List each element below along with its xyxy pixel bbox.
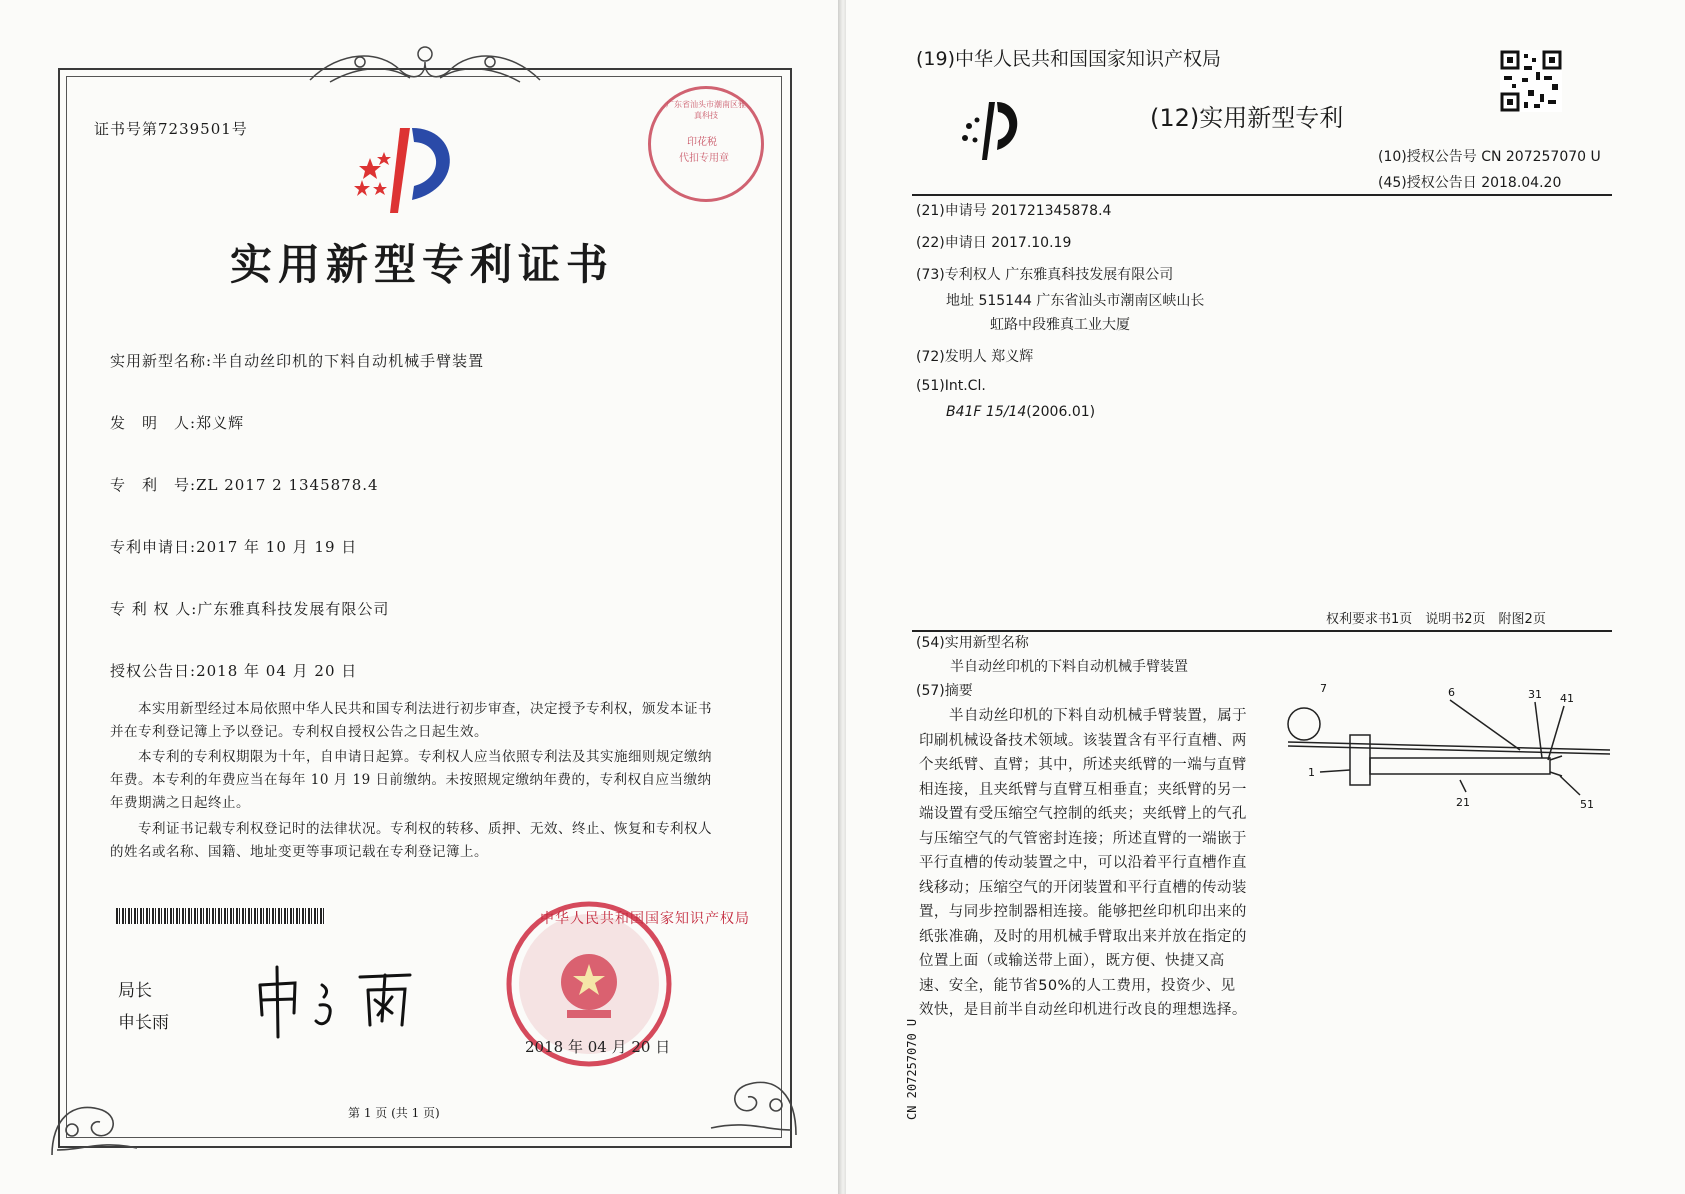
figure-label-1: 1: [1308, 766, 1315, 779]
application-date: (22)申请日 2017.10.19: [916, 235, 1072, 251]
cnipa-logo-icon: [340, 118, 470, 218]
tax-stamp: [648, 86, 764, 202]
certificate-title: 实用新型专利证书: [230, 240, 615, 289]
director-title: 局长: [118, 981, 152, 1001]
tax-stamp-center-text: 印花税: [687, 137, 717, 148]
tax-stamp-sub-text: 代扣专用章: [679, 153, 729, 164]
patent-number-row: 专 利 号:ZL 2017 2 1345878.4: [110, 476, 379, 494]
director-name: 申长雨: [118, 1013, 169, 1033]
certificate-page-footer: 第 1 页 (共 1 页): [348, 1106, 440, 1120]
application-date-value: 2017 年 10 月 19 日: [196, 538, 358, 556]
figure-label-6: 6: [1448, 686, 1455, 699]
publication-date: (45)授权公告日 2018.04.20: [1378, 175, 1562, 191]
certificate-number: 证书号第7239501号: [94, 120, 248, 138]
figure-label-7: 7: [1320, 682, 1327, 695]
patent-type: (12)实用新型专利: [1150, 104, 1344, 132]
bottom-right-ornament: [696, 1040, 806, 1140]
top-ornament: [300, 40, 550, 94]
tax-stamp-ring-text: 广东省汕头市潮南区雅真科技: [666, 100, 746, 120]
pages-info: 权利要求书1页 说明书2页 附图2页: [1326, 612, 1546, 627]
inventor-value: 郑义辉: [196, 414, 245, 432]
abstract-text: 半自动丝印机的下料自动机械手臂装置，属于印刷机械设备技术领域。该装置含有平行直槽、两个夹纸臂、直臂；其中，所述夹纸臂的一端与直臂相连接，且夹纸臂与直臂互相垂直；夹纸臂的另一端设置有受压缩空气控制的纸夹；夹纸臂上的气孔与压缩空气的气管密封连接；所述直臂的一端嵌于平行直槽的传动装置之中，可以沿着平行直槽作直线移动；压缩空气的开闭装置和平行直槽的传动装置，与同步控制器相连接。能够把丝印机印出来的纸张准确，及时的用机械手臂取出来并放在指定的位置上面（或输送带上面），既方便、快捷又高速、安全，能节省50%的人工费用，投资少、见效快，是目前半自动丝印机进行改良的理想选择。: [919, 708, 1247, 1018]
cnipa-logo-mono-icon: [955, 96, 1025, 166]
patentee: (73)专利权人 广东雅真科技发展有限公司: [916, 267, 1174, 283]
abstract-figure: [1280, 680, 1620, 820]
address-line-1: 地址 515144 广东省汕头市潮南区峡山长: [946, 293, 1205, 309]
application-date-row: 专利申请日:2017 年 10 月 19 日: [110, 538, 358, 556]
patentee-row: 专 利 权 人:广东雅真科技发展有限公司: [110, 600, 390, 618]
certificate-paragraph-3: 专利证书记载专利权登记时的法律状况。专利权的转移、质押、无效、终止、恢复和专利权人的姓名或名称、国籍、地址变更等事项记载在专利登记簿上。: [110, 821, 712, 860]
certificate-paragraph-1: 本实用新型经过本局依照中华人民共和国专利法进行初步审查，决定授予专利权，颁发本证书并在专利登记簿上予以登记。专利权自授权公告之日起生效。: [110, 701, 712, 740]
bottom-left-ornament: [42, 1070, 152, 1160]
certificate-paragraph-2: 本专利的专利权期限为十年，自申请日起算。专利权人应当依照专利法及其实施细则规定缴纳年费。本专利的年费应当在每年 10 月 19 日前缴纳。未按照规定缴纳年费的，专利权自应当缴纳年费期满之日起终止。: [110, 749, 712, 811]
utility-model-name-value: 半自动丝印机的下料自动机械手臂装置: [212, 352, 485, 370]
publication-number: (10)授权公告号 CN 207257070 U: [1378, 149, 1601, 165]
figure-label-21: 21: [1456, 796, 1470, 809]
int-cl-label: (51)Int.Cl.: [916, 378, 986, 394]
figure-label-41: 41: [1560, 692, 1574, 705]
grant-date-value: 2018 年 04 月 20 日: [196, 662, 358, 680]
director-signature: [250, 955, 430, 1045]
seal-ring-text: 中华人民共和国国家知识产权局: [540, 911, 750, 927]
inventor: (72)发明人 郑义辉: [916, 349, 1034, 365]
header-rule: [912, 194, 1612, 196]
barcode: [116, 908, 326, 924]
patentee-value: 广东雅真科技发展有限公司: [197, 600, 390, 618]
seal-date: 2018 年 04 月 20 日: [525, 1038, 671, 1056]
issuing-office: (19)中华人民共和国国家知识产权局: [916, 48, 1222, 70]
figure-label-31: 31: [1528, 688, 1542, 701]
application-number: (21)申请号 201721345878.4: [916, 203, 1112, 219]
abstract-label: (57)摘要: [916, 683, 973, 699]
patent-number-value: ZL 2017 2 1345878.4: [196, 476, 379, 494]
qr-code-icon: [1500, 50, 1562, 112]
address-line-2: 虹路中段雅真工业大厦: [990, 317, 1130, 333]
int-cl-value: B41F 15/14(2006.01): [946, 404, 1096, 420]
figure-label-51: 51: [1580, 798, 1594, 811]
side-publication-code: CN 207257070 U: [905, 1018, 919, 1120]
grant-date-row: 授权公告日:2018 年 04 月 20 日: [110, 662, 358, 680]
inventor-row: 发 明 人:郑义辉: [110, 414, 245, 432]
title-value: 半自动丝印机的下料自动机械手臂装置: [950, 659, 1188, 675]
title-label: (54)实用新型名称: [916, 635, 1029, 651]
utility-model-name-label: 实用新型名称:半自动丝印机的下料自动机械手臂装置: [110, 352, 485, 370]
